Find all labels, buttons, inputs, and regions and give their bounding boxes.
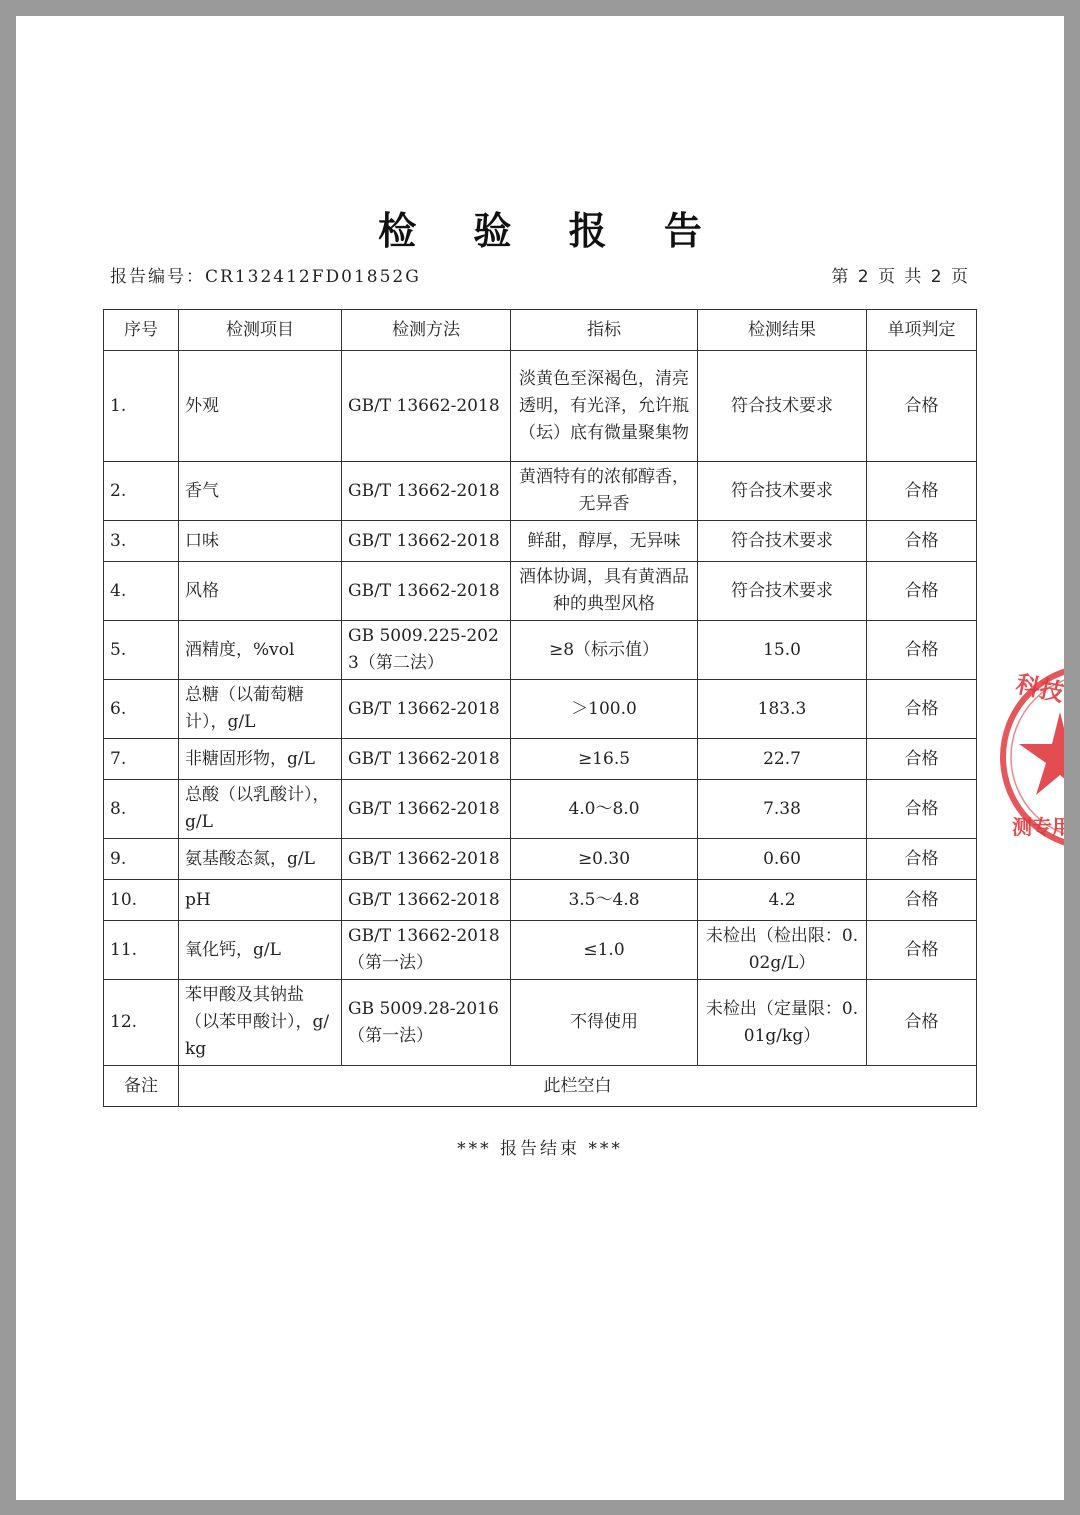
row-judge: 合格: [867, 921, 977, 980]
row-no: 3.: [104, 521, 179, 562]
row-result: 4.2: [698, 880, 867, 921]
report-end-line: *** 报告结束 ***: [457, 1139, 623, 1159]
row-judge: 合格: [867, 521, 977, 562]
row-judge: 合格: [867, 562, 977, 621]
row-judge: 合格: [867, 880, 977, 921]
row-result: 符合技术要求: [698, 462, 867, 521]
table-row: [104, 880, 977, 921]
row-method: GB/T 13662-2018（第一法）: [342, 921, 511, 980]
row-item: 氧化钙，g/L: [179, 921, 342, 980]
row-result: 22.7: [698, 739, 867, 780]
table-row: [104, 921, 977, 980]
report-number-label: 报告编号：: [110, 267, 205, 287]
report-number-value: CR132412FD01852G: [205, 267, 421, 287]
row-method: GB/T 13662-2018: [342, 521, 511, 562]
row-result: 符合技术要求: [698, 351, 867, 462]
row-item: 总酸（以乳酸计），g/L: [179, 780, 342, 839]
row-spec: 4.0～8.0: [511, 780, 698, 839]
row-item: 风格: [179, 562, 342, 621]
table-row: [104, 351, 977, 462]
row-method: GB/T 13662-2018: [342, 462, 511, 521]
row-no: 10.: [104, 880, 179, 921]
row-method: GB 5009.28-2016（第一法）: [342, 980, 511, 1066]
table-row: [104, 739, 977, 780]
row-no: 5.: [104, 621, 179, 680]
table-row: [104, 780, 977, 839]
seal-text-bottom: 测专用: [1012, 815, 1072, 839]
header-judge: 单项判定: [867, 310, 977, 351]
header-method: 检测方法: [342, 310, 511, 351]
row-spec: 不得使用: [511, 980, 698, 1066]
row-no: 1.: [104, 351, 179, 462]
row-item: 口味: [179, 521, 342, 562]
row-judge: 合格: [867, 739, 977, 780]
row-method: GB/T 13662-2018: [342, 780, 511, 839]
header-result: 检测结果: [698, 310, 867, 351]
row-spec: 3.5～4.8: [511, 880, 698, 921]
seal-ring: [1003, 667, 1072, 847]
seal-text-top: 科技: [1013, 669, 1067, 708]
row-result: 183.3: [698, 680, 867, 739]
remark-text: 此栏空白: [179, 1066, 977, 1107]
row-result: 符合技术要求: [698, 562, 867, 621]
results-table: [103, 309, 977, 1107]
row-spec: ≥0.30: [511, 839, 698, 880]
row-no: 12.: [104, 980, 179, 1066]
row-item: 总糖（以葡萄糖计），g/L: [179, 680, 342, 739]
row-method: GB/T 13662-2018: [342, 680, 511, 739]
row-result: 符合技术要求: [698, 521, 867, 562]
row-method: GB 5009.225-2023（第二法）: [342, 621, 511, 680]
report-number: [110, 262, 421, 287]
row-method: GB/T 13662-2018: [342, 351, 511, 462]
row-result: 7.38: [698, 780, 867, 839]
row-spec: ≥8（标示值）: [511, 621, 698, 680]
header-spec: 指标: [511, 310, 698, 351]
table-row: [104, 462, 977, 521]
official-seal-stamp: [998, 642, 1072, 872]
seal-inner-ring: [1011, 675, 1072, 839]
report-page: [16, 16, 1072, 1500]
row-item: 酒精度，%vol: [179, 621, 342, 680]
remark-row: [104, 1066, 977, 1107]
page-title: 检 验 报 告: [378, 209, 724, 253]
row-spec: 黄酒特有的浓郁醇香，无异香: [511, 462, 698, 521]
row-spec: ≤1.0: [511, 921, 698, 980]
row-judge: 合格: [867, 680, 977, 739]
row-item: 氨基酸态氮，g/L: [179, 839, 342, 880]
table-row: [104, 521, 977, 562]
row-method: GB/T 13662-2018: [342, 839, 511, 880]
table-row: [104, 839, 977, 880]
row-item: pH: [179, 880, 342, 921]
table-row: [104, 562, 977, 621]
page-indicator: 第 2 页 共 2 页: [831, 267, 970, 287]
row-no: 8.: [104, 780, 179, 839]
row-method: GB/T 13662-2018: [342, 739, 511, 780]
table-header-row: [104, 310, 977, 351]
row-no: 9.: [104, 839, 179, 880]
table-row: [104, 680, 977, 739]
row-spec: 淡黄色至深褐色，清亮透明，有光泽，允许瓶（坛）底有微量聚集物: [511, 351, 698, 462]
row-judge: 合格: [867, 980, 977, 1066]
row-no: 2.: [104, 462, 179, 521]
row-spec: ≥16.5: [511, 739, 698, 780]
row-judge: 合格: [867, 780, 977, 839]
row-item: 苯甲酸及其钠盐（以苯甲酸计），g/kg: [179, 980, 342, 1066]
row-no: 6.: [104, 680, 179, 739]
remark-label: 备注: [104, 1066, 179, 1107]
row-no: 11.: [104, 921, 179, 980]
row-result: 未检出（定量限：0.01g/kg）: [698, 980, 867, 1066]
row-spec: 酒体协调，具有黄酒品种的典型风格: [511, 562, 698, 621]
row-item: 香气: [179, 462, 342, 521]
row-judge: 合格: [867, 462, 977, 521]
row-item: 非糖固形物，g/L: [179, 739, 342, 780]
row-judge: 合格: [867, 621, 977, 680]
row-method: GB/T 13662-2018: [342, 562, 511, 621]
row-item: 外观: [179, 351, 342, 462]
row-judge: 合格: [867, 839, 977, 880]
row-spec: 鲜甜，醇厚，无异味: [511, 521, 698, 562]
row-method: GB/T 13662-2018: [342, 880, 511, 921]
header-no: 序号: [104, 310, 179, 351]
star-icon: [1019, 712, 1064, 795]
table-row: [104, 980, 977, 1066]
row-spec: ＞100.0: [511, 680, 698, 739]
row-result: 15.0: [698, 621, 867, 680]
table-row: [104, 621, 977, 680]
header-item: 检测项目: [179, 310, 342, 351]
row-judge: 合格: [867, 351, 977, 462]
row-result: 0.60: [698, 839, 867, 880]
row-no: 7.: [104, 739, 179, 780]
row-result: 未检出（检出限：0.02g/L）: [698, 921, 867, 980]
row-no: 4.: [104, 562, 179, 621]
